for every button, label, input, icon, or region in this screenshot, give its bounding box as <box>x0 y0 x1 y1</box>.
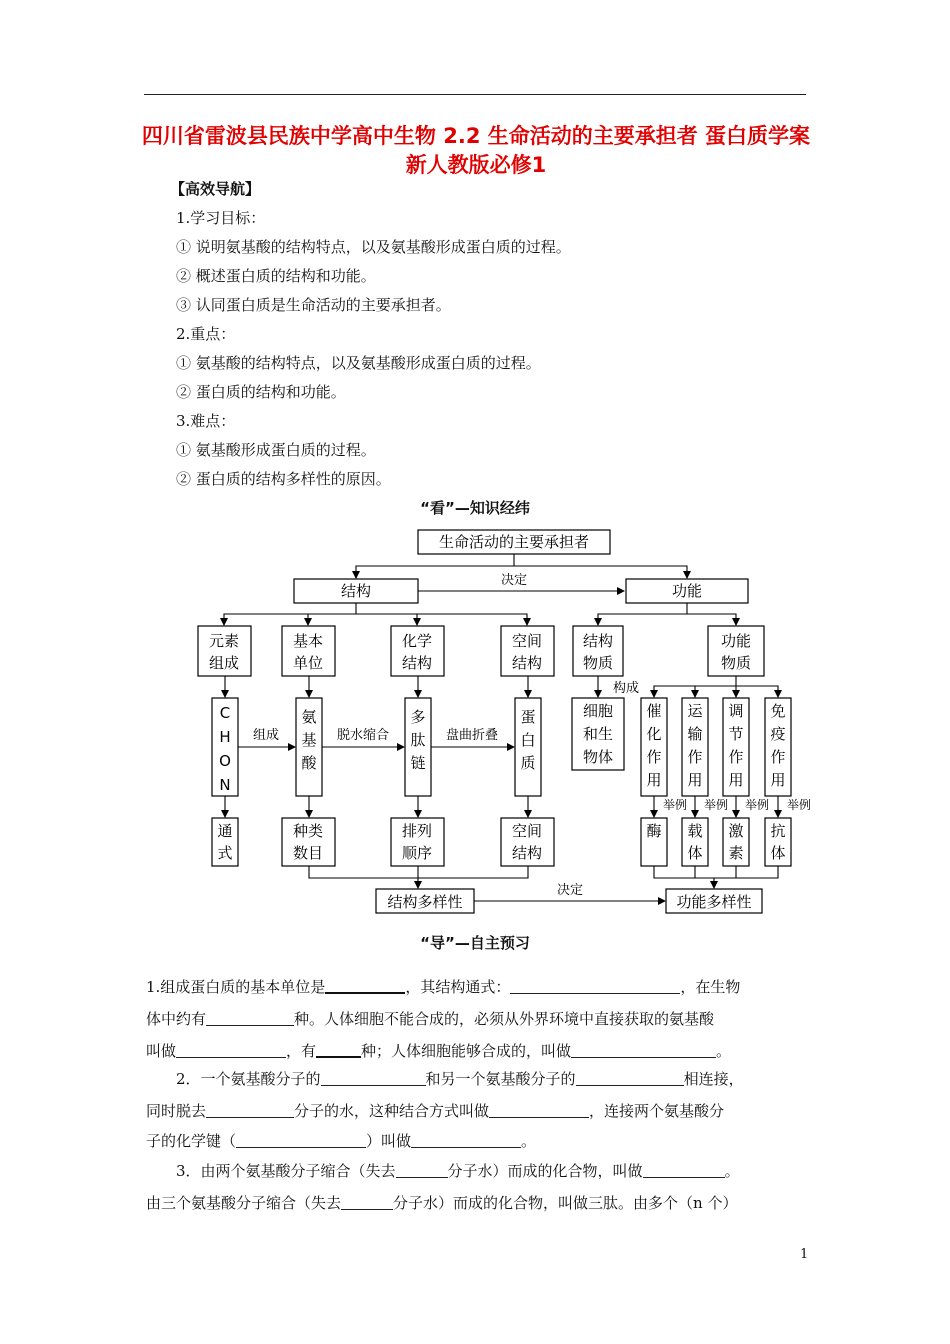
answer-blank[interactable] <box>325 978 405 994</box>
guide-line: ③ 认同蛋白质是生命活动的主要承担者。 <box>176 296 451 314</box>
diagram-text: 体 <box>687 844 703 862</box>
diagram-text: 结构 <box>511 844 543 862</box>
diagram-text: 蛋 <box>520 708 536 726</box>
document-title: 四川省雷波县民族中学高中生物 2.2 生命活动的主要承担者 蛋白质学案 新人教版必修1 <box>141 124 811 177</box>
diagram-label: 脱水缩合 <box>336 728 390 743</box>
diagram-text: 催 <box>646 702 662 720</box>
diagram-text: 元素 <box>208 632 240 650</box>
diagram-text: 质 <box>520 754 536 772</box>
question-1-line-1: 1.组成蛋白质的基本单位是 ，其结构通式： ，在生物 <box>146 978 741 996</box>
guide-line: 3.难点： <box>176 412 236 430</box>
diagram-text: H <box>219 728 231 746</box>
diagram-text: 肽 <box>410 731 426 749</box>
diagram-text: 顺序 <box>401 844 433 862</box>
diagram-text: 用 <box>687 771 703 789</box>
answer-blank[interactable] <box>576 1071 684 1086</box>
question-2-line-2: 同时脱去 分子的水，这种结合方式叫做 ，连接两个氨基酸分 <box>146 1102 725 1120</box>
question-2-line-3: 子的化学键（ ）叫做 。 <box>146 1132 537 1150</box>
guide-line: ② 概述蛋白质的结构和功能。 <box>176 267 376 285</box>
section-guide-title: “导”—自主预习 <box>420 934 530 952</box>
diagram-structure-text: 结构 <box>340 582 372 600</box>
diagram-text: 体 <box>770 844 786 862</box>
question-3-line-2: 由三个氨基酸分子缩合（失去 分子水）而成的化合物，叫做三肽。由多个（n 个） <box>146 1194 738 1212</box>
diagram-text: 激 <box>728 822 744 840</box>
guide-line: ② 蛋白质的结构和功能。 <box>176 383 346 401</box>
diagram-label: 组成 <box>252 728 280 743</box>
diagram-label: 举例 <box>703 798 729 812</box>
diagram-text: 结构 <box>511 654 543 672</box>
diagram-text: 酶 <box>646 822 662 840</box>
diagram-text: 组成 <box>208 654 240 672</box>
diagram-text: 用 <box>646 771 662 789</box>
answer-blank[interactable] <box>206 1011 294 1026</box>
answer-blank[interactable] <box>341 1195 393 1210</box>
diagram-text: 酸 <box>301 754 317 772</box>
answer-blank[interactable] <box>489 1103 589 1118</box>
diagram-text: 输 <box>687 725 703 743</box>
question-3-line-1: 3．由两个氨基酸分子缩合（失去 分子水）而成的化合物，叫做 。 <box>176 1162 740 1180</box>
guide-line: ② 蛋白质的结构多样性的原因。 <box>176 470 391 488</box>
diagram-text: 白 <box>520 731 536 749</box>
question-1-line-2: 体中约有 种。人体细胞不能合成的，必须从外界环境中直接获取的氨基酸 <box>146 1010 715 1028</box>
answer-blank[interactable] <box>176 1043 286 1058</box>
diagram-text: N <box>219 776 231 794</box>
diagram-function-text: 功能 <box>671 582 703 600</box>
diagram-text: 用 <box>770 771 786 789</box>
diagram-text: 通 <box>217 822 233 840</box>
diagram-text: 基本 <box>292 632 324 650</box>
diagram-text: 免 <box>770 702 786 720</box>
answer-blank[interactable] <box>411 1133 521 1148</box>
diagram-decides-label: 决定 <box>500 573 528 588</box>
diagram-text: 物体 <box>582 748 614 766</box>
diagram-text: 用 <box>728 771 744 789</box>
answer-blank[interactable] <box>643 1163 725 1178</box>
diagram-text: 运 <box>687 702 703 720</box>
diagram-text: 素 <box>728 844 744 862</box>
diagram-text: 细胞 <box>582 702 614 720</box>
guide-line: ① 说明氨基酸的结构特点，以及氨基酸形成蛋白质的过程。 <box>176 238 571 256</box>
diagram-text: 单位 <box>292 654 324 672</box>
diagram-text: 数目 <box>292 844 324 862</box>
diagram-text: 疫 <box>770 725 786 743</box>
diagram-text: 作 <box>646 748 662 766</box>
diagram-text: 功能 <box>720 632 752 650</box>
diagram-text: 结构 <box>582 632 614 650</box>
diagram-text: 种类 <box>292 822 324 840</box>
answer-blank[interactable] <box>236 1133 366 1148</box>
diagram-text: 作 <box>728 748 744 766</box>
diagram-label: 举例 <box>786 798 812 812</box>
diagram-text: 链 <box>410 754 426 772</box>
diagram-text: 功能多样性 <box>676 893 752 911</box>
diagram-label: 举例 <box>744 798 770 812</box>
diagram-top-text: 生命活动的主要承担者 <box>438 533 590 551</box>
diagram-text: 排列 <box>401 822 433 840</box>
answer-blank[interactable] <box>206 1103 294 1118</box>
diagram-text: 作 <box>770 748 786 766</box>
diagram-text: 节 <box>728 725 744 743</box>
answer-blank[interactable] <box>316 1042 361 1058</box>
answer-blank[interactable] <box>321 1071 426 1086</box>
diagram-text: 载 <box>687 822 703 840</box>
question-1-line-3: 叫做 ，有 种；人体细胞能够合成的，叫做 。 <box>146 1042 732 1060</box>
diagram-text: 抗 <box>770 822 786 840</box>
diagram-text: 和生 <box>582 725 614 743</box>
diagram-text: 物质 <box>582 654 614 672</box>
diagram-label: 构成 <box>612 681 640 696</box>
guide-line: 1.学习目标： <box>176 209 266 227</box>
section-look-title: “看”—知识经纬 <box>420 499 530 517</box>
diagram-decides-label: 决定 <box>556 883 584 898</box>
page-number: 1 <box>800 1247 809 1262</box>
diagram-text: 结构多样性 <box>387 893 463 911</box>
diagram-text: 调 <box>728 702 744 720</box>
diagram-text: 化 <box>646 725 662 743</box>
diagram-text: 空间 <box>511 822 543 840</box>
question-2-line-1: 2．一个氨基酸分子的 和另一个氨基酸分子的 相连接， <box>176 1070 744 1088</box>
diagram-label: 盘曲折叠 <box>445 728 499 743</box>
diagram-text: 空间 <box>511 632 543 650</box>
diagram-text: 式 <box>217 844 233 862</box>
answer-blank[interactable] <box>510 979 680 994</box>
guide-line: ① 氨基酸形成蛋白质的过程。 <box>176 441 376 459</box>
diagram-text: C <box>219 704 231 722</box>
guide-heading: 【高效导航】 <box>170 180 261 198</box>
guide-line: ① 氨基酸的结构特点，以及氨基酸形成蛋白质的过程。 <box>176 354 541 372</box>
answer-blank[interactable] <box>396 1163 448 1178</box>
diagram-text: 多 <box>410 708 426 726</box>
diagram-text: O <box>219 752 231 770</box>
diagram-text: 物质 <box>720 654 752 672</box>
guide-line: 2.重点： <box>176 325 236 343</box>
diagram-label: 举例 <box>662 798 688 812</box>
diagram-text: 作 <box>687 748 703 766</box>
diagram-text: 化学 <box>401 632 433 650</box>
diagram-text: 基 <box>301 731 317 749</box>
diagram-text: 氨 <box>301 708 317 726</box>
answer-blank[interactable] <box>571 1043 716 1058</box>
diagram-text: 结构 <box>401 654 433 672</box>
